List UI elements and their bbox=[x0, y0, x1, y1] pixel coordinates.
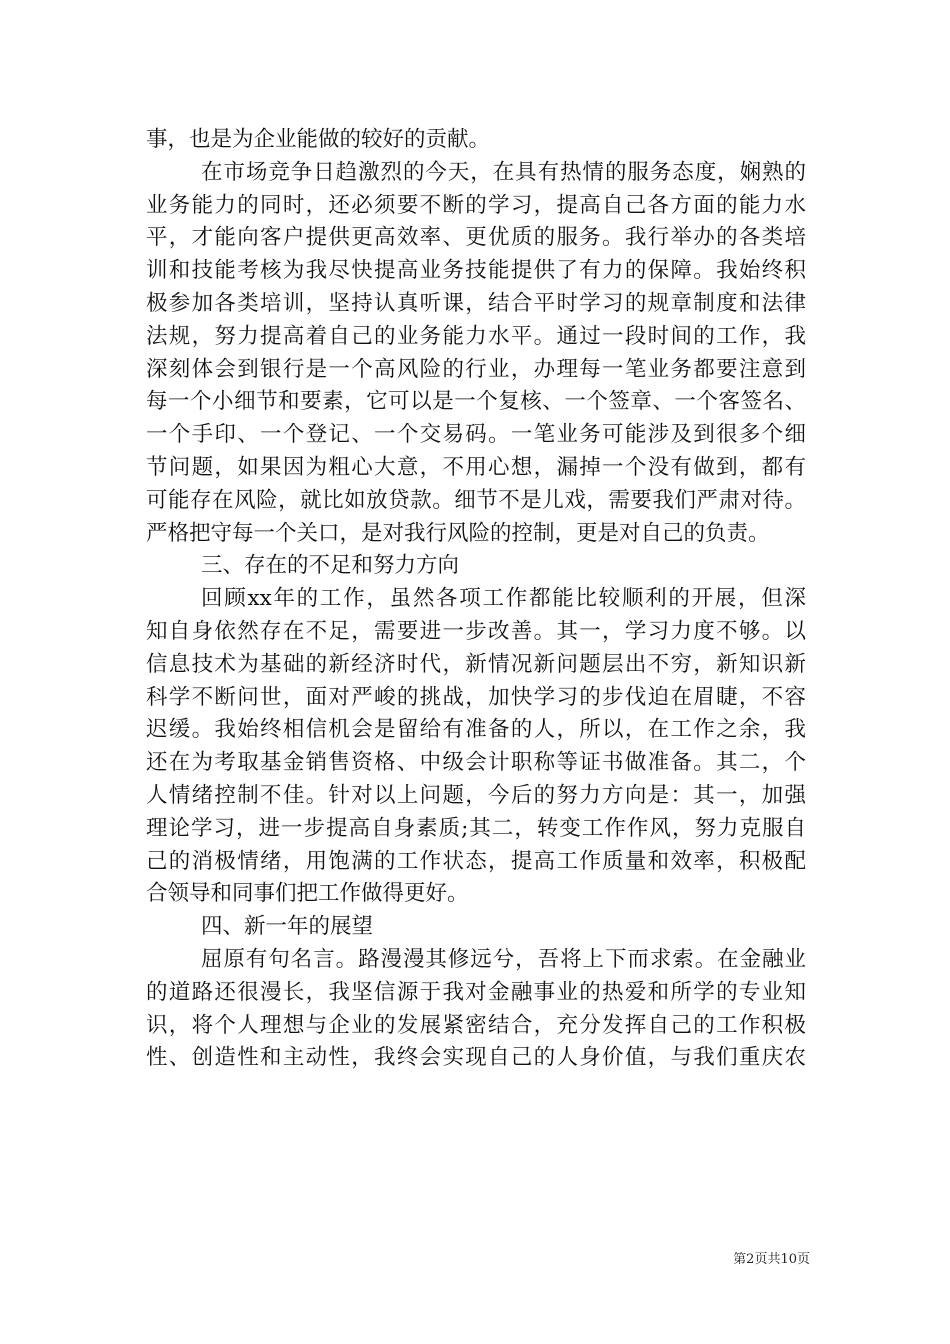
text-line: 极参加各类培训，坚持认真听课，结合平时学习的规章制度和法律 bbox=[146, 290, 806, 316]
text-line: 回顾xx年的工作，虽然各项工作都能比较顺利的开展，但深 bbox=[201, 586, 806, 612]
text-line: 屈原有句名言。路漫漫其修远兮，吾将上下而求索。在金融业 bbox=[201, 946, 806, 972]
text-line: 可能存在风险，就比如放贷款。细节不是儿戏，需要我们严肃对待。 bbox=[146, 487, 806, 513]
text-line: 性、创造性和主动性，我终会实现自己的人身价值，与我们重庆农 bbox=[146, 1045, 806, 1071]
text-line: 的道路还很漫长，我坚信源于我对金融事业的热爱和所学的专业知 bbox=[146, 979, 806, 1005]
text-line: 事，也是为企业能做的较好的贡献。 bbox=[146, 127, 491, 152]
text-line: 深刻体会到银行是一个高风险的行业，办理每一笔业务都要注意到 bbox=[146, 356, 806, 382]
text-line: 法规，努力提高着自己的业务能力水平。通过一段时间的工作，我 bbox=[146, 323, 806, 349]
text-line: 每一个小细节和要素，它可以是一个复核、一个签章、一个客签名、 bbox=[146, 389, 806, 415]
text-line: 迟缓。我始终相信机会是留给有准备的人，所以，在工作之余，我 bbox=[146, 717, 806, 743]
text-line: 合领导和同事们把工作做得更好。 bbox=[146, 881, 469, 907]
text-line: 信息技术为基础的新经济时代，新情况新问题层出不穷，新知识新 bbox=[146, 651, 806, 677]
page-number: 第2页共10页 bbox=[733, 1252, 810, 1267]
text-line: 识，将个人理想与企业的发展紧密结合，充分发挥自己的工作积极 bbox=[146, 1012, 806, 1038]
text-line: 平，才能向客户提供更高效率、更优质的服务。我行举办的各类培 bbox=[146, 225, 806, 251]
text-line: 业务能力的同时，还必须要不断的学习，提高自己各方面的能力水 bbox=[146, 192, 806, 218]
text-line: 训和技能考核为我尽快提高业务技能提供了有力的保障。我始终积 bbox=[146, 258, 806, 284]
section-heading: 三、存在的不足和努力方向 bbox=[201, 553, 460, 579]
text-line: 人情绪控制不佳。针对以上问题，今后的努力方向是：其一，加强 bbox=[146, 782, 806, 808]
text-line: 知自身依然存在不足，需要进一步改善。其一，学习力度不够。以 bbox=[146, 618, 806, 644]
text-line: 还在为考取基金销售资格、中级会计职称等证书做准备。其二，个 bbox=[146, 750, 806, 776]
text-line: 理论学习，进一步提高自身素质;其二，转变工作作风，努力克服自 bbox=[146, 815, 806, 841]
text-line: 科学不断问世，面对严峻的挑战，加快学习的步伐迫在眉睫，不容 bbox=[146, 684, 806, 710]
text-line: 节问题，如果因为粗心大意，不用心想，漏掉一个没有做到，都有 bbox=[146, 454, 806, 480]
text-line: 己的消极情绪，用饱满的工作状态，提高工作质量和效率，积极配 bbox=[146, 848, 806, 874]
text-line: 在市场竞争日趋激烈的今天，在具有热情的服务态度，娴熟的 bbox=[201, 159, 806, 185]
body-text bbox=[146, 124, 806, 1075]
text-line: 一个手印、一个登记、一个交易码。一笔业务可能涉及到很多个细 bbox=[146, 422, 806, 448]
text-line: 严格把守每一个关口，是对我行风险的控制，更是对自己的负责。 bbox=[146, 520, 770, 546]
section-heading: 四、新一年的展望 bbox=[201, 914, 374, 940]
